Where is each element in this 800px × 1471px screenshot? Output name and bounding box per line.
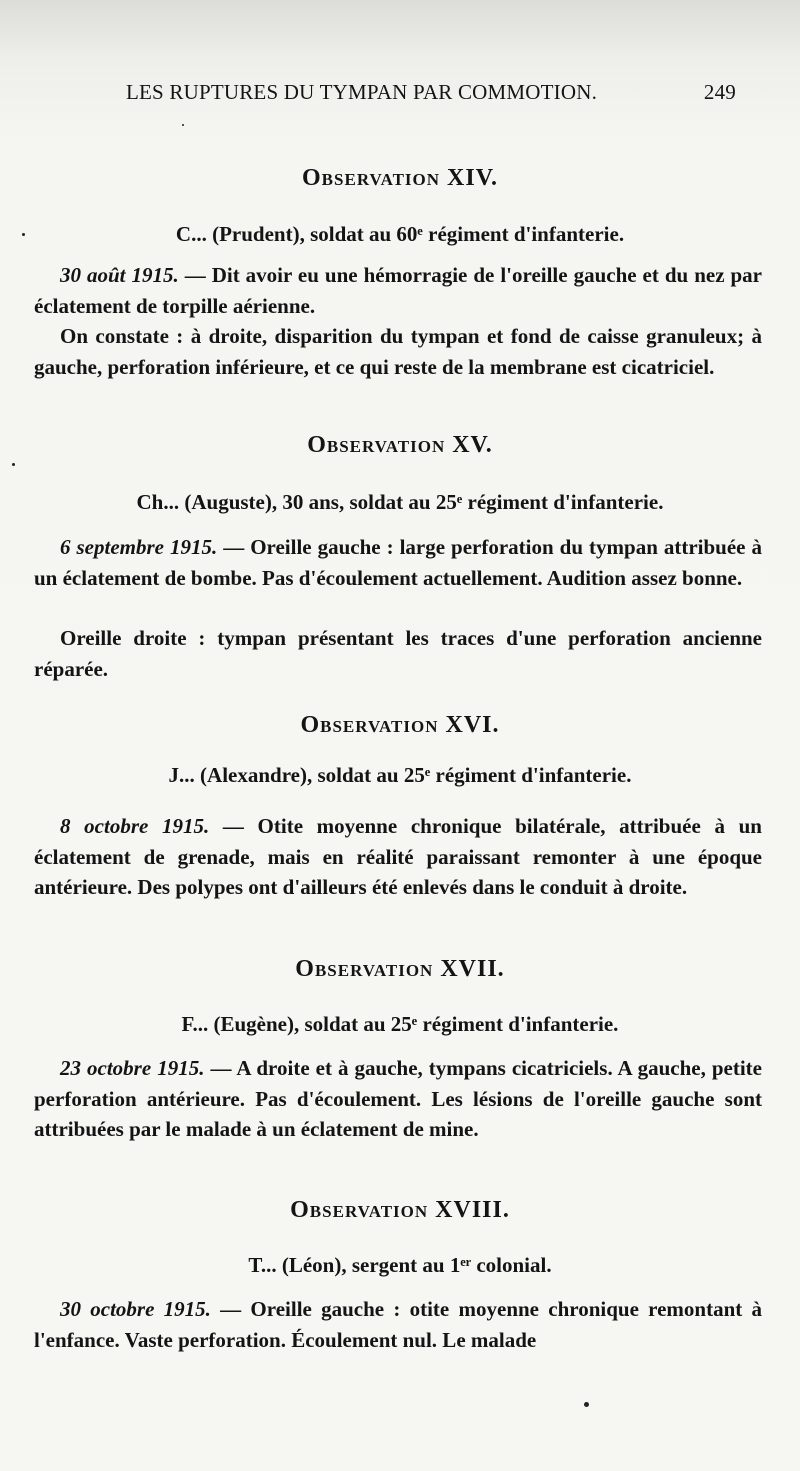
observation-heading: Observation XIV.	[302, 165, 498, 191]
observation-paragraph: On constate : à droite, disparition du tympan et fond de caisse granuleux; à gauche, perforation inférieure, et ce qui reste de la membrane est cicatriciel.	[34, 324, 762, 379]
observation-subject: J... (Alexandre), soldat au 25ᵉ régiment d'infanterie.	[168, 763, 632, 787]
observation-paragraph	[34, 260, 762, 321]
observation-paragraph	[34, 811, 762, 903]
observation-text: — Oreille gauche : large perforation du tympan attribuée à un éclatement de bombe. Pas d'écoulement actuellement. Audition assez bonne.	[34, 535, 762, 590]
scan-speck	[22, 233, 25, 236]
observation-text: — Otite moyenne chronique bilatérale, attribuée à un éclatement de grenade, mais en réalité paraissant remonter à une époque antérieure. Des polypes ont d'ailleurs été enlevés dans le conduit à droite.	[34, 814, 762, 899]
observation-heading: Observation XVII.	[295, 956, 505, 982]
running-title: LES RUPTURES DU TYMPAN PAR COMMOTION.	[126, 80, 598, 104]
observation-date: 23 octobre 1915.	[60, 1056, 205, 1080]
observation-subject: C... (Prudent), soldat au 60ᵉ régiment d'infanterie.	[175, 222, 625, 246]
running-head	[126, 80, 736, 114]
scan-speck	[12, 463, 15, 466]
observation-text: — Dit avoir eu une hémorragie de l'oreille gauche et du nez par éclatement de torpille aérienne.	[34, 263, 762, 318]
observation-date: 30 août 1915.	[60, 263, 179, 287]
observation-text: — Oreille gauche : otite moyenne chronique remontant à l'enfance. Vaste perforation. Écoulement nul. Le malade	[34, 1297, 762, 1352]
observation-paragraph	[34, 1294, 762, 1355]
observation-heading: Observation XV.	[307, 432, 493, 458]
observation-date: 30 octobre 1915.	[60, 1297, 211, 1321]
observation-text: — A droite et à gauche, tympans cicatriciels. A gauche, petite perforation antérieure. Pas d'écoulement. Les lésions de l'oreille gauche sont attribuées par le malade à un éclatement de mine.	[34, 1056, 762, 1141]
scan-speck	[584, 1402, 589, 1407]
observation-subject: F... (Eugène), soldat au 25ᵉ régiment d'infanterie.	[181, 1012, 619, 1036]
observation-heading: Observation XVI.	[300, 712, 500, 738]
observation-subject: T... (Léon), sergent au 1ᵉʳ colonial.	[248, 1253, 552, 1277]
observation-paragraph	[34, 532, 762, 593]
observation-paragraph: Oreille droite : tympan présentant les traces d'une perforation ancienne réparée.	[34, 626, 762, 681]
observation-subject: Ch... (Auguste), 30 ans, soldat au 25ᵉ régiment d'infanterie.	[136, 490, 664, 514]
observation-paragraph	[34, 1053, 762, 1145]
page-number: 249	[703, 80, 736, 104]
observation-date: 8 octobre 1915.	[60, 814, 210, 838]
observation-heading: Observation XVIII.	[290, 1197, 510, 1223]
scan-speck	[182, 124, 184, 126]
observation-date: 6 septembre 1915.	[60, 535, 218, 559]
